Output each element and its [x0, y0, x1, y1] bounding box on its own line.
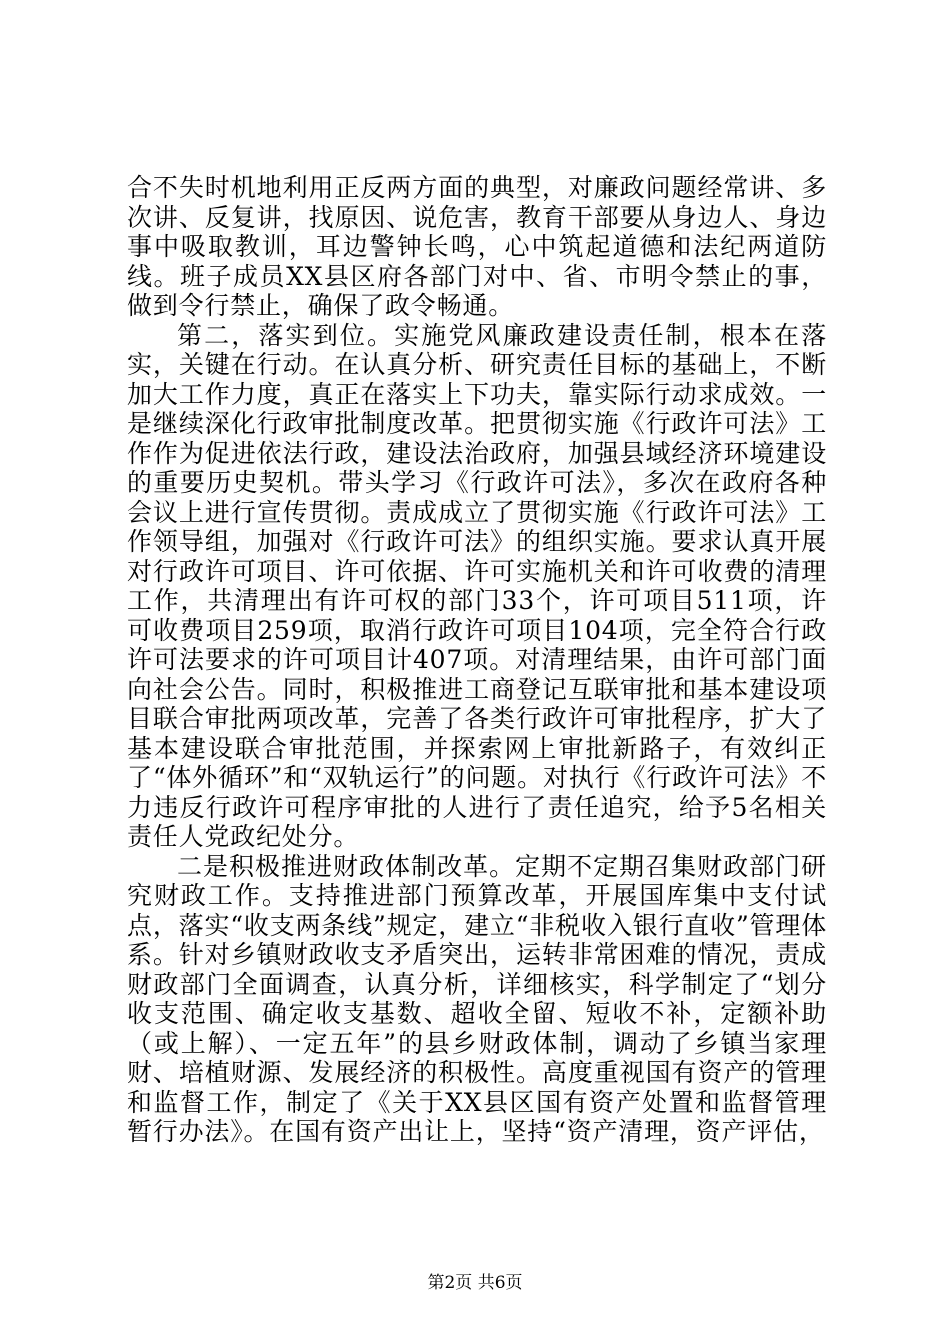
page-number-label: 第2页 共6页 — [427, 1273, 523, 1293]
page-footer — [0, 1268, 950, 1293]
paragraph-3: 二是积极推进财政体制改革。定期不定期召集财政部门研究财政工作。支持推进部门预算改革，开展国库集中支付试点，落实“收支两条线”规定，建立“非税收入银行直收”管理体系。针对乡镇财政收支矛盾突出，运转非常困难的情况，责成财政部门全面调查，认真分析，详细核实，科学制定了“划分收支范围、确定收支基数、超收全留、短收不补，定额补助（或上解）、一定五年”的县乡财政体制，调动了乡镇当家理财、培植财源、发展经济的积极性。高度重视国有资产的管理和监督工作，制定了《关于XX县区国有资产处置和监督管理暂行办法》。在国有资产出让上，坚持“资产清理，资产评估， — [127, 851, 827, 1146]
document-body — [127, 173, 827, 1147]
paragraph-2: 第二，落实到位。实施党风廉政建设责任制，根本在落实，关键在行动。在认真分析、研究责任目标的基础上，不断加大工作力度，真正在落实上下功夫，靠实际行动求成效。一是继续深化行政审批制度改革。把贯彻实施《行政许可法》工作作为促进依法行政，建设法治政府，加强县域经济环境建设的重要历史契机。带头学习《行政许可法》，多次在政府各种会议上进行宣传贯彻。责成成立了贯彻实施《行政许可法》工作领导组，加强对《行政许可法》的组织实施。要求认真开展对行政许可项目、许可依据、许可实施机关和许可收费的清理工作，共清理出有许可权的部门33个，许可项目511项，许可收费项目259项，取消行政许可项目104项，完全符合行政许可法要求的许可项目计407项。对清理结果，由许可部门面向社会公告。同时，积极推进工商登记互联审批和基本建设项目联合审批两项改革，完善了各类行政许可审批程序，扩大了基本建设联合审批范围，并探索网上审批新路子，有效纠正了“体外循环”和“双轨运行”的问题。对执行《行政许可法》不力违反行政许可程序审批的人进行了责任追究，给予5名相关责任人党政纪处分。 — [127, 320, 827, 851]
paragraph-1: 合不失时机地利用正反两方面的典型，对廉政问题经常讲、多次讲、反复讲，找原因、说危害，教育干部要从身边人、身边事中吸取教训，耳边警钟长鸣，心中筑起道德和法纪两道防线。班子成员XX县区府各部门对中、省、市明令禁止的事，做到令行禁止，确保了政令畅通。 — [127, 173, 827, 320]
